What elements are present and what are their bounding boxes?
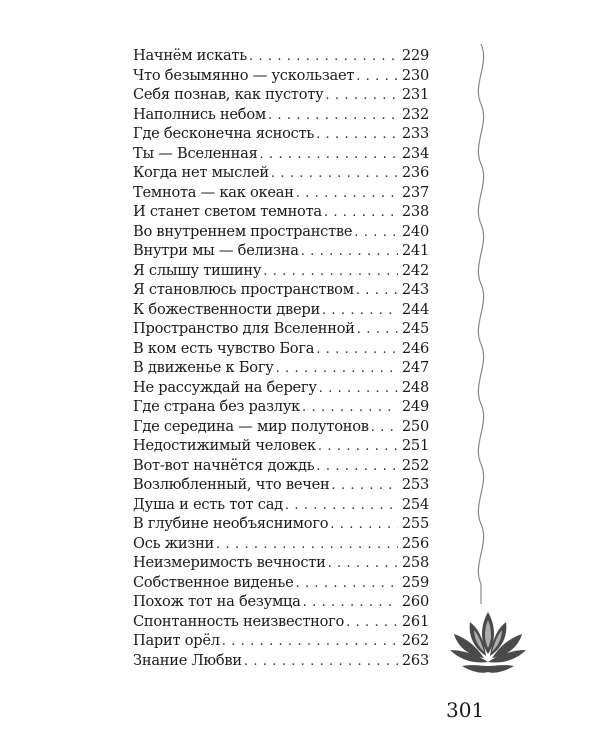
toc-entry — [133, 379, 429, 399]
toc-entry-page: 262 — [401, 632, 429, 649]
toc-entry-title: В движенье к Богу — [133, 359, 274, 376]
leader-dots — [271, 166, 398, 181]
toc-entry-page: 261 — [401, 612, 429, 630]
toc-entry — [133, 535, 429, 555]
toc-entry-title: Парит орёл — [133, 632, 220, 649]
toc-entry — [133, 359, 429, 379]
toc-entry-page: 263 — [401, 651, 429, 669]
toc-entry-title: Ты — Вселенная — [133, 144, 258, 162]
leader-dots — [356, 283, 398, 298]
toc-entry-title: Я становлюсь пространством — [133, 281, 354, 298]
toc-entry — [133, 554, 429, 574]
toc-entry — [133, 574, 429, 594]
toc-entry — [133, 515, 429, 535]
toc-entry-title: К божественности двери — [133, 300, 320, 318]
toc-entry-title: Где бесконечна ясность — [133, 125, 315, 142]
toc-entry-title: Не рассуждай на берегу — [133, 378, 317, 396]
toc-entry — [133, 613, 429, 633]
toc-entry-page: 233 — [401, 125, 429, 142]
toc-entry-title: Знание Любви — [133, 651, 242, 669]
leader-dots — [316, 342, 398, 357]
leader-dots — [302, 400, 398, 415]
toc-entry-page: 231 — [401, 86, 429, 103]
toc-entry-page: 238 — [401, 203, 429, 220]
toc-entry-page: 243 — [401, 281, 429, 298]
toc-entry-page: 230 — [401, 66, 429, 84]
leader-dots — [356, 69, 398, 84]
toc-entry-page: 259 — [401, 573, 429, 591]
toc-entry-title: Наполнись небом — [133, 105, 266, 123]
leader-dots — [249, 49, 398, 64]
toc-entry-title: Во внутреннем пространстве — [133, 222, 353, 240]
leader-dots — [301, 244, 398, 259]
leader-dots — [331, 478, 398, 493]
leader-dots — [316, 127, 398, 142]
toc-entry — [133, 281, 429, 301]
toc-entry — [133, 223, 429, 243]
toc-entry-page: 251 — [401, 437, 429, 454]
toc-entry-page: 254 — [401, 495, 429, 513]
toc-entry-title: И станет светом темнота — [133, 203, 322, 220]
toc-entry — [133, 67, 429, 87]
leader-dots — [324, 205, 398, 220]
toc-entry-title: Недостижимый человек — [133, 437, 316, 454]
toc-entry — [133, 652, 429, 672]
page-number: 301 — [446, 698, 485, 722]
toc-entry — [133, 301, 429, 321]
toc-entry-page: 240 — [401, 222, 429, 240]
leader-dots — [295, 576, 398, 591]
toc-entry — [133, 632, 429, 652]
toc-entry — [133, 457, 429, 477]
leader-dots — [316, 459, 398, 474]
toc-entry-title: Похож тот на безумца — [133, 593, 301, 610]
toc-entry — [133, 418, 429, 438]
lotus-icon — [448, 608, 528, 680]
toc-entry — [133, 593, 429, 613]
toc-entry-title: В глубине необъяснимого — [133, 515, 329, 532]
leader-dots — [260, 147, 398, 162]
toc-entry-title: Где страна без разлук — [133, 398, 301, 415]
toc-entry-page: 242 — [401, 261, 429, 279]
toc-entry-title: Душа и есть тот сад — [133, 495, 283, 513]
leader-dots — [371, 420, 398, 435]
toc-entry — [133, 203, 429, 223]
leader-dots — [296, 186, 398, 201]
leader-dots — [357, 322, 398, 337]
toc-entry-page: 234 — [401, 144, 429, 162]
toc-entry — [133, 184, 429, 204]
leader-dots — [303, 595, 398, 610]
toc-entry-title: Себя познав, как пустоту — [133, 86, 324, 103]
toc-entry — [133, 437, 429, 457]
leader-dots — [268, 108, 398, 123]
toc-entry-title: Собственное виденье — [133, 573, 294, 591]
toc-entry-title: Вот-вот начнётся дождь — [133, 456, 315, 474]
toc-entry-title: Темнота — как океан — [133, 183, 294, 201]
leader-dots — [222, 634, 398, 649]
toc-entry — [133, 476, 429, 496]
toc-entry-title: Когда нет мыслей — [133, 164, 269, 181]
toc-entry-page: 249 — [401, 398, 429, 415]
leader-dots — [330, 517, 398, 532]
toc-entry-title: Внутри мы — белизна — [133, 242, 299, 259]
leader-dots — [285, 498, 398, 513]
leader-dots — [216, 537, 398, 552]
toc-entry-page: 258 — [401, 554, 429, 571]
toc-entry — [133, 145, 429, 165]
toc-entry-title: В ком есть чувство Бога — [133, 339, 315, 357]
toc-entry-page: 246 — [401, 339, 429, 357]
toc-entry-title: Начнём искать — [133, 47, 247, 64]
leader-dots — [319, 381, 398, 396]
toc-entry-page: 248 — [401, 378, 429, 396]
toc-entry-page: 255 — [401, 515, 429, 532]
toc-entry-page: 229 — [401, 47, 429, 64]
toc-entry — [133, 125, 429, 145]
toc-entry-page: 256 — [401, 534, 429, 552]
toc-entry-title: Пространство для Вселенной — [133, 320, 355, 337]
leader-dots — [318, 439, 398, 454]
toc-entry-page: 260 — [401, 593, 429, 610]
toc-entry-page: 252 — [401, 456, 429, 474]
leader-dots — [325, 88, 398, 103]
toc-entry-page: 244 — [401, 300, 429, 318]
toc-entry — [133, 320, 429, 340]
toc-entry-title: Возлюбленный, что вечен — [133, 476, 330, 493]
table-of-contents — [133, 47, 429, 671]
toc-entry — [133, 340, 429, 360]
leader-dots — [263, 264, 398, 279]
toc-entry — [133, 164, 429, 184]
leader-dots — [328, 556, 398, 571]
leader-dots — [354, 225, 398, 240]
toc-entry-title: Спонтанность неизвестного — [133, 612, 345, 630]
leader-dots — [276, 361, 398, 376]
toc-entry-page: 232 — [401, 105, 429, 123]
toc-entry-title: Ось жизни — [133, 534, 215, 552]
vine-ornament — [466, 44, 496, 604]
toc-entry-page: 236 — [401, 164, 429, 181]
toc-entry — [133, 86, 429, 106]
toc-entry — [133, 242, 429, 262]
toc-entry-page: 250 — [401, 417, 429, 435]
leader-dots — [346, 615, 398, 630]
toc-entry-title: Я слышу тишину — [133, 261, 262, 279]
leader-dots — [322, 303, 398, 318]
toc-entry — [133, 398, 429, 418]
toc-entry — [133, 47, 429, 67]
toc-entry-title: Неизмеримость вечности — [133, 554, 326, 571]
toc-entry — [133, 106, 429, 126]
toc-entry — [133, 496, 429, 516]
toc-entry-title: Что безымянно — ускользает — [133, 66, 355, 84]
toc-entry-page: 247 — [401, 359, 429, 376]
leader-dots — [244, 654, 398, 669]
toc-entry — [133, 262, 429, 282]
toc-entry-page: 253 — [401, 476, 429, 493]
toc-entry-title: Где середина — мир полутонов — [133, 417, 369, 435]
toc-entry-page: 241 — [401, 242, 429, 259]
toc-entry-page: 245 — [401, 320, 429, 337]
toc-entry-page: 237 — [401, 183, 429, 201]
